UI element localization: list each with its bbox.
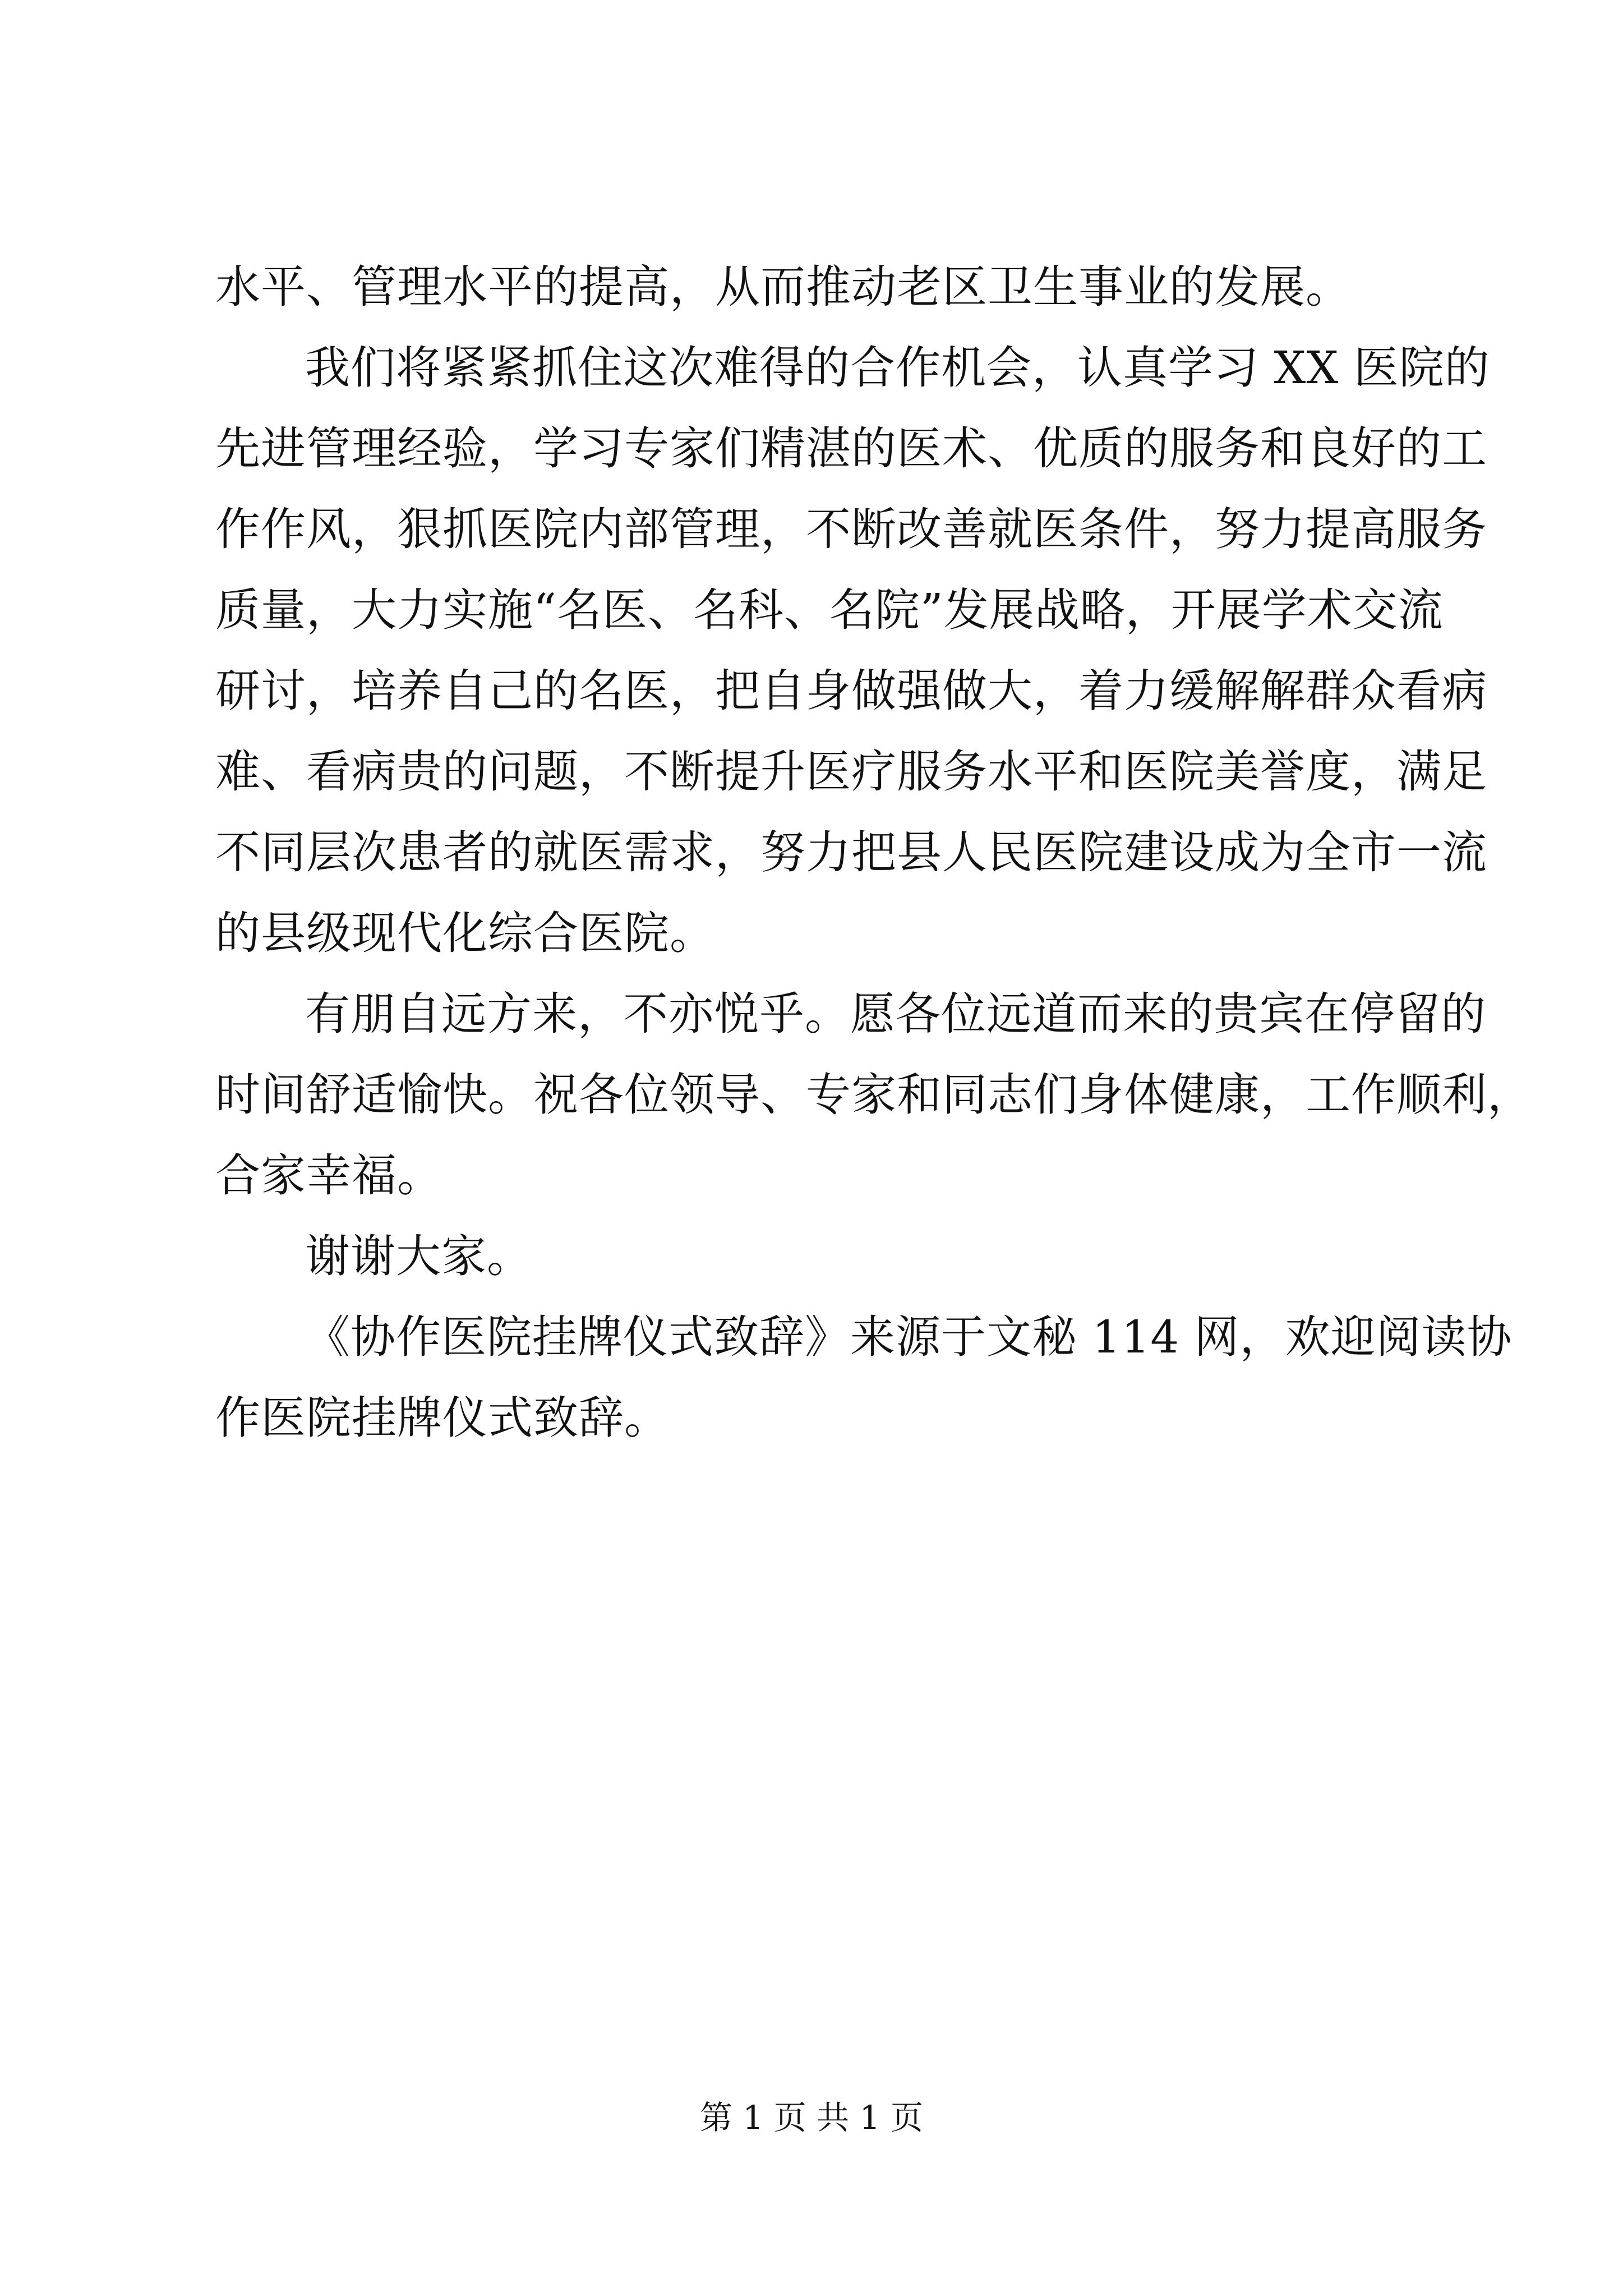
document-body [215,247,1533,1458]
page-number-footer: 第 1 页 共 1 页 [700,2099,923,2137]
paragraph-2-line-4: 质量，大力实施“名医、名科、名院”发展战略，开展学术交流 [215,584,1444,636]
paragraph-3-line-3: 合家幸福。 [215,1149,442,1202]
paragraph-5-line-2: 作医院挂牌仪式致辞。 [215,1392,670,1444]
paragraph-2-line-3: 作作风，狠抓医院内部管理，不断改善就医条件，努力提高服务 [215,503,1487,555]
paragraph-2-line-6: 难、看病贵的问题，不断提升医疗服务水平和医院美誉度，满足 [215,746,1487,798]
paragraph-3-line-2: 时间舒适愉快。祝各位领导、专家和同志们身体健康，工作顺利， [215,1069,1533,1121]
paragraph-4-line-1: 谢谢大家。 [305,1230,532,1282]
paragraph-1-line-1: 水平、管理水平的提高，从而推动老区卫生事业的发展。 [215,261,1351,313]
paragraph-5-line-1: 《协作医院挂牌仪式致辞》来源于文秘 114 网，欢迎阅读协 [305,1311,1513,1363]
paragraph-3-line-1: 有朋自远方来，不亦悦乎。愿各位远道而来的贵宾在停留的 [305,988,1486,1040]
paragraph-2-line-7: 不同层次患者的就医需求，努力把县人民医院建设成为全市一流 [215,826,1487,878]
paragraph-2-line-1: 我们将紧紧抓住这次难得的合作机会，认真学习 XX 医院的 [305,342,1490,394]
paragraph-2-line-2: 先进管理经验，学习专家们精湛的医术、优质的服务和良好的工 [215,422,1487,475]
paragraph-2-line-5: 研讨，培养自己的名医，把自身做强做大，着力缓解解群众看病 [215,665,1487,717]
paragraph-2-line-8: 的县级现代化综合医院。 [215,907,715,959]
